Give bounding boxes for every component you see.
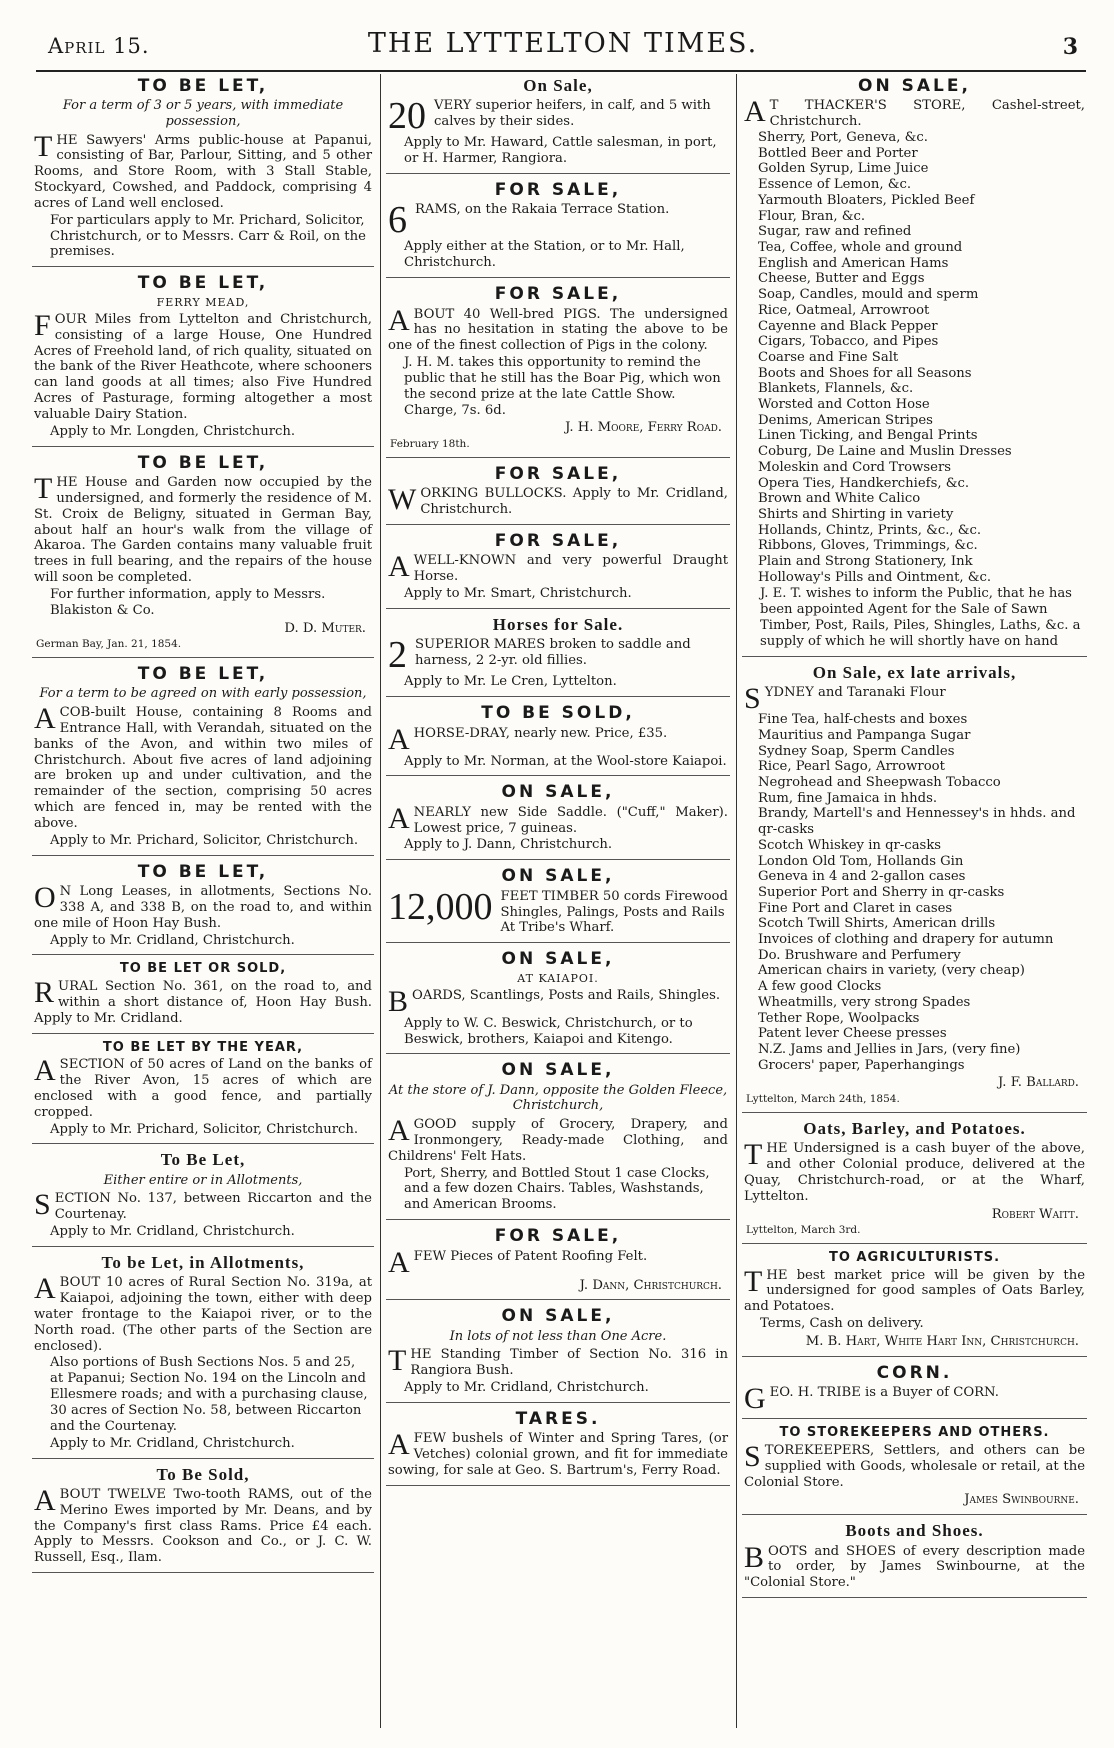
ad-body: ANEARLY new Side Saddle. ("Cuff," Maker). Lowest price, 7 guineas.: [388, 801, 728, 836]
ad-body: ABOUT 40 Well-bred PIGS. The undersigned has no hesitation in stating the above to be one of the finest collection of Pigs in the colony.: [388, 303, 728, 354]
ad-body: AFEW bushels of Winter and Spring Tares, (or Vetches) colonial grown, and fit for immediate sowing, for sale at Geo. S. Bartrum's, Ferry Road.: [388, 1428, 728, 1478]
ad-heading: ON SALE,: [858, 76, 971, 96]
list-item: Scotch Twill Shirts, American drills: [758, 916, 996, 932]
list-item: Bottled Beer and Porter: [758, 145, 918, 161]
ad-subheading: AT KAIAPOI.: [517, 971, 599, 985]
ad-heading: FOR SALE,: [494, 1226, 622, 1247]
advertisement: [32, 74, 374, 267]
ad-body: SYDNEY and Taranaki Flour: [744, 682, 946, 716]
advertisement: [742, 1519, 1087, 1598]
ad-body: AHORSE-DRAY, nearly new. Price, £35.: [388, 722, 668, 756]
list-item: Brown and White Calico: [758, 491, 921, 507]
ad-heading: Boots and Shoes.: [845, 1521, 984, 1541]
ad-heading: FOR SALE,: [494, 180, 622, 201]
ad-body-wrap: [388, 722, 728, 756]
ad-body-wrap: [388, 1344, 728, 1379]
ad-heading: ON SALE,: [501, 949, 615, 970]
ad-body-wrap: [388, 1245, 728, 1279]
advertisement: [386, 947, 730, 1054]
list-item: Shirts and Shirting in variety: [758, 506, 954, 522]
ad-signature: D. D. Muter.: [284, 620, 366, 636]
list-item: Negrohead and Sheepwash Tobacco: [758, 775, 1001, 791]
ad-body: THE Standing Timber of Section No. 316 in Rangiora Bush.: [388, 1344, 728, 1379]
masthead: [48, 28, 1078, 62]
ad-body: THE Undersigned is a cash buyer of the above, and other Colonial produce, delivered at the Quay, Christchurch-road, or at the Wharf, Lyttelton.: [744, 1138, 1085, 1204]
list-item: Scotch Whiskey in qr-casks: [758, 837, 942, 853]
list-item: Do. Brushware and Perfumery: [758, 947, 961, 963]
advertisement: [32, 1463, 374, 1574]
ad-contact: Apply to J. Dann, Christchurch.: [404, 837, 613, 853]
advertisement: [386, 1304, 730, 1403]
column-left: [32, 74, 374, 1728]
ad-heading: TO BE LET BY THE YEAR,: [102, 1039, 304, 1055]
ad-heading: To Be Sold,: [156, 1464, 250, 1484]
list-item: Rice, Oatmeal, Arrowroot: [758, 302, 930, 318]
list-item: Coburg, De Laine and Muslin Dresses: [758, 444, 1012, 460]
list-item: Wheatmills, very strong Spades: [758, 994, 971, 1010]
ad-body-wrap: [744, 682, 1085, 716]
ad-heading: TO BE LET OR SOLD,: [119, 961, 287, 977]
list-item: Plain and Strong Stationery, Ink: [758, 554, 973, 570]
list-item: Coarse and Fine Salt: [758, 349, 899, 365]
ad-body: AT THACKER'S STORE, Cashel-street, Christchurch.: [744, 95, 1085, 130]
advertisement: [386, 864, 730, 943]
list-item: Flour, Bran, &c.: [758, 208, 866, 224]
ad-body: THE best market price will be given by the undersigned for good samples of Oats Barley, and Potatoes.: [744, 1264, 1085, 1315]
ad-body-wrap: [744, 1382, 1085, 1416]
ad-heading: CORN.: [876, 1362, 953, 1383]
advertisement: [32, 451, 374, 658]
ad-contact: Apply to Mr. Cridland, Christchurch.: [50, 932, 295, 948]
list-item: Yarmouth Bloaters, Pickled Beef: [758, 192, 975, 208]
list-item: Soap, Candles, mould and sperm: [758, 287, 979, 303]
advertisement: [32, 271, 374, 446]
ad-body-wrap: [744, 1439, 1085, 1491]
ad-contact: Apply to Mr. Norman, at the Wool-store Kaiapoi.: [404, 753, 727, 769]
ad-body-wrap: [34, 129, 372, 212]
ad-big-number: 20: [388, 95, 426, 138]
ad-body-wrap: [388, 885, 728, 937]
advertisement: [32, 860, 374, 956]
ad-body-wrap: [34, 472, 372, 586]
ad-contact: Apply to Mr. Cridland, Christchurch.: [50, 1435, 295, 1451]
list-item: Golden Syrup, Lime Juice: [758, 161, 929, 177]
ad-contact: For particulars apply to Mr. Prichard, Solicitor, Christchurch, or to Messrs. Carr & Roil, on the premises.: [50, 212, 366, 260]
list-item: Fine Port and Claret in cases: [758, 900, 953, 916]
list-item: Grocers' paper, Paperhangings: [758, 1057, 965, 1073]
ad-body-wrap: [388, 483, 728, 518]
ad-heading: TO BE LET,: [137, 76, 269, 96]
advertisement: [386, 462, 730, 525]
column-divider: [380, 74, 381, 1728]
ad-body: FEET TIMBER 50 cords Firewood Shingles, Palings, Posts and Rails At Tribe's Wharf.: [500, 888, 728, 936]
ad-extra: Also portions of Bush Sections Nos. 5 and 25, at Papanui; Section No. 194 on the Lincoln and Ellesmere roads; and with a purchasing clause, 30 acres of Section No. 58, between Riccarton and the Courtenay.: [50, 1355, 368, 1434]
ad-body: ASECTION of 50 acres of Land on the banks of the River Avon, 15 acres of which are enclosed with a good fence, and partially cropped.: [34, 1054, 372, 1120]
ad-body: SUPERIOR MARES broken to saddle and harness, 2 2-yr. old fillies.: [415, 637, 691, 669]
ad-big-number: 6: [388, 199, 407, 242]
column-right: [742, 74, 1087, 1728]
ad-body: ABOUT 10 acres of Rural Section No. 319a, at Kaiapoi, adjoining the town, either with deep water frontage to the Kaiapoi river, or to the North road. (The other parts of the Section are enclosed).: [34, 1272, 372, 1354]
ad-contact: Apply either at the Station, or to Mr. Hall, Christchurch.: [404, 239, 685, 271]
list-item: Superior Port and Sherry in qr-casks: [758, 884, 1005, 900]
list-item: London Old Tom, Hollands Gin: [758, 853, 964, 869]
list-item: Tether Rope, Woolpacks: [758, 1010, 920, 1026]
list-item: Sugar, raw and refined: [758, 224, 912, 240]
list-item: Blankets, Flannels, &c.: [758, 381, 914, 397]
advertisement: [32, 1038, 374, 1145]
ad-heading: TO STOREKEEPERS AND OTHERS.: [779, 1425, 1050, 1441]
ad-body-wrap: [388, 801, 728, 837]
ad-extra: J. E. T. wishes to inform the Public, that he has been appointed Agent for the Sale of Sawn Timber, Post, Rails, Piles, Shingles, Laths, &c. a supply of which he will shortly have on hand: [760, 586, 1081, 649]
ad-body: BOOTS and SHOES of every description made to order, by James Swinbourne, at the "Colonial Store.": [744, 1540, 1085, 1591]
ad-heading: ON SALE,: [501, 782, 615, 803]
ad-body-wrap: [744, 95, 1085, 130]
ad-body: ON Long Leases, in allotments, Sections No. 338 A, and 338 B, on the road to, and within one mile of Hoon Hay Bush.: [34, 881, 372, 931]
ad-contact: Apply to W. C. Beswick, Christchurch, or to Beswick, brothers, Kaiapoi and Kitengo.: [404, 1015, 693, 1047]
ad-heading: ON SALE,: [501, 1060, 615, 1081]
ad-contact: Apply to Mr. Smart, Christchurch.: [404, 586, 632, 602]
ad-body: BOARDS, Scantlings, Posts and Rails, Shingles.: [388, 984, 721, 1018]
ad-heading: TO BE LET,: [137, 664, 269, 685]
list-item: Holloway's Pills and Ointment, &c.: [758, 569, 992, 585]
advertisement: [386, 1224, 730, 1300]
list-item: A few good Clocks: [758, 979, 882, 995]
ad-heading: TO BE LET,: [137, 452, 269, 473]
ad-contact: For further information, apply to Messrs. Blakiston & Co.: [50, 586, 326, 618]
list-item: Tea, Coffee, whole and ground: [758, 240, 963, 255]
advertisement: [386, 780, 730, 860]
ad-body: AFEW Pieces of Patent Roofing Felt.: [388, 1245, 648, 1279]
advertisement: [742, 1248, 1087, 1357]
ad-body: STOREKEEPERS, Settlers, and others can be supplied with Goods, wholesale or retail, at the Colonial Store.: [744, 1439, 1085, 1490]
ad-heading: TO BE LET,: [137, 273, 269, 294]
ad-body-wrap: [388, 303, 728, 355]
list-item: Moleskin and Cord Trowsers: [758, 459, 952, 475]
ad-body-wrap: [388, 95, 728, 138]
ad-body: GEO. H. TRIBE is a Buyer of CORN.: [744, 1382, 999, 1416]
ad-body-wrap: [34, 308, 372, 423]
list-item: Cigars, Tobacco, and Pipes: [758, 334, 939, 350]
ad-heading: FOR SALE,: [494, 463, 622, 484]
ad-big-number: 12,000: [388, 885, 493, 928]
list-item: Denims, American Stripes: [758, 412, 933, 428]
list-item: Sydney Soap, Sperm Candles: [758, 743, 955, 759]
advertisement: [386, 613, 730, 697]
ad-heading: FOR SALE,: [494, 530, 622, 551]
ad-signature: M. B. Hart, White Hart Inn, Christchurch.: [805, 1334, 1079, 1350]
ad-heading: ON SALE,: [501, 866, 615, 887]
list-item: Essence of Lemon, &c.: [758, 177, 912, 193]
ad-heading: TO BE SOLD,: [481, 703, 635, 724]
ad-body-wrap: [388, 634, 728, 677]
ad-signature: J. F. Ballard.: [998, 1075, 1079, 1091]
ad-body-wrap: [388, 1428, 728, 1479]
ad-body-wrap: [34, 976, 372, 1027]
ad-body: WORKING BULLOCKS. Apply to Mr. Cridland, Christchurch.: [388, 483, 728, 518]
ad-extra: J. H. M. takes this opportunity to remind the public that he still has the Boar Pig, which won the second prize at the late Cattle Show. Charge, 7s. 6d.: [404, 355, 721, 418]
advertisement: [32, 1148, 374, 1247]
ad-heading: Horses for Sale.: [492, 614, 624, 634]
ad-signature: Robert Waitt.: [991, 1206, 1079, 1222]
ad-big-number: 2: [388, 634, 407, 677]
ad-subheading: For a term to be agreed on with early possession,: [39, 686, 367, 702]
list-item: Ribbons, Gloves, Trimmings, &c.: [758, 538, 978, 554]
ad-body: RURAL Section No. 361, on the road to, and within a short distance of, Hoon Hay Bush. Apply to Mr. Cridland.: [34, 976, 372, 1026]
column-middle: [386, 74, 730, 1728]
ad-date: German Bay, Jan. 21, 1854.: [36, 638, 182, 651]
list-item: Rum, fine Jamaica in hhds.: [758, 790, 938, 806]
list-item: Cayenne and Black Pepper: [758, 318, 938, 334]
advertisement: [32, 1251, 374, 1459]
list-item: Linen Ticking, and Bengal Prints: [758, 428, 978, 444]
ad-body-wrap: [388, 984, 728, 1018]
ad-body-wrap: [388, 550, 728, 585]
ad-contact: Apply to Mr. Cridland, Christchurch.: [50, 1224, 295, 1240]
ad-contact: Apply to Mr. Cridland, Christchurch.: [404, 1380, 649, 1396]
ad-heading: FOR SALE,: [494, 284, 622, 305]
ad-extra: Port, Sherry, and Bottled Stout 1 case Clocks, and a few dozen Chairs. Tables, Washstands, and American Brooms.: [404, 1165, 710, 1213]
ad-contact: Apply to Mr. Longden, Christchurch.: [50, 423, 296, 439]
list-item: Opera Ties, Handkerchiefs, &c.: [758, 475, 970, 491]
ad-body: AWELL-KNOWN and very powerful Draught Horse.: [388, 550, 728, 585]
ad-body-wrap: [34, 1272, 372, 1354]
advertisement: [386, 701, 730, 776]
ad-heading: TO BE LET,: [137, 861, 269, 882]
ad-body-wrap: [34, 1483, 372, 1566]
ad-body: VERY superior heifers, in calf, and 5 with calves by their sides.: [434, 98, 711, 130]
list-item: Patent lever Cheese presses: [758, 1026, 947, 1042]
ad-subheading: At the store of J. Dann, opposite the Golden Fleece, Christchurch,: [388, 1082, 728, 1114]
newspaper-title: THE LYTTELTON TIMES.: [367, 28, 759, 59]
ad-contact: Apply to Mr. Prichard, Solicitor, Christchurch.: [50, 832, 359, 848]
ad-body-wrap: [34, 1054, 372, 1120]
ad-heading: To Be Let,: [160, 1150, 246, 1170]
issue-date: April 15.: [48, 34, 150, 58]
list-item: Invoices of clothing and drapery for autumn: [758, 932, 1054, 948]
ad-heading: On Sale,: [523, 76, 593, 95]
list-item: Boots and Shoes for all Seasons: [758, 365, 972, 381]
ad-body: ABOUT TWELVE Two-tooth RAMS, out of the Merino Ewes imported by Mr. Deans, and by the Company's first class Rams. Price £4 each. Apply to Messrs. Cookson and Co., or J. C. W. Russell, Esq., Ilam.: [34, 1483, 372, 1566]
list-item: Worsted and Cotton Hose: [758, 397, 930, 413]
list-item: N.Z. Jams and Jellies in Jars, (very fine): [758, 1042, 1021, 1057]
ad-heading: TARES.: [515, 1408, 601, 1429]
list-item: Rice, Pearl Sago, Arrowroot: [758, 759, 945, 775]
advertisement: [386, 178, 730, 278]
ad-body: SECTION No. 137, between Riccarton and the Courtenay.: [34, 1188, 372, 1223]
ad-signature: J. Dann, Christchurch.: [579, 1277, 722, 1293]
advertisement: [386, 282, 730, 458]
list-item: Brandy, Martell's and Hennessey's in hhds. and qr-casks: [758, 806, 1076, 838]
ad-body: THE Sawyers' Arms public-house at Papanui, consisting of Bar, Parlour, Sitting, and 5 other Rooms, and Store Room, with 3 Stall Stable, Stockyard, Cowshed, and Paddock, comprising 4 acres of Land well enclosed.: [34, 129, 372, 211]
ad-subheading: For a term of 3 or 5 years, with immediate possession,: [62, 98, 344, 129]
advertisement: [386, 1058, 730, 1220]
ad-subheading: FERRY MEAD,: [156, 295, 250, 309]
advertisement: [742, 1361, 1087, 1419]
ad-body: ACOB-built House, containing 8 Rooms and Entrance Hall, with Verandah, situated on the banks of the Avon, and within two miles of Christchurch. About five acres of land adjoining are broken up and under cultivation, and the remainder of the section, comprising 50 acres which are fenced in, may be rented with the above.: [34, 702, 372, 831]
ad-heading: To be Let, in Allotments,: [101, 1252, 305, 1272]
advertisement: [386, 1407, 730, 1486]
advertisement: [386, 74, 730, 174]
ad-heading: TO AGRICULTURISTS.: [828, 1250, 1001, 1266]
advertisement: [32, 959, 374, 1033]
ad-date: Lyttelton, March 24th, 1854.: [746, 1093, 900, 1106]
advertisement: [742, 1423, 1087, 1515]
advertisement: [742, 74, 1087, 657]
ad-body: FOUR Miles from Lyttelton and Christchurch, consisting of a large House, One Hundred Acres of Freehold land, of rich quality, situated on the bank of the River Heathcote, where schooners can land goods at all times; also Five Hundred Acres of Pasturage, forming altogether a most valuable Dairy Station.: [34, 308, 372, 422]
advertisement: [742, 1117, 1087, 1244]
ad-body-wrap: [388, 1114, 728, 1165]
ad-body-wrap: [34, 702, 372, 832]
list-item: Cheese, Butter and Eggs: [758, 271, 925, 287]
list-item: Geneva in 4 and 2-gallon cases: [758, 869, 966, 885]
ad-date: February 18th.: [390, 438, 470, 451]
ad-body: AGOOD supply of Grocery, Drapery, and Ironmongery, Ready-made Clothing, and Childrens' Felt Hats.: [388, 1114, 728, 1164]
ad-contact: Apply to Mr. Le Cren, Lyttelton.: [404, 674, 617, 690]
ad-subheading: Either entire or in Allotments,: [103, 1172, 303, 1188]
list-item: Fine Tea, half-chests and boxes: [758, 712, 968, 728]
ad-subheading: In lots of not less than One Acre.: [449, 1328, 667, 1344]
list-item: Mauritius and Pampanga Sugar: [758, 727, 971, 743]
ad-heading: Oats, Barley, and Potatoes.: [803, 1118, 1026, 1138]
advertisement: [32, 662, 374, 856]
advertisement: [386, 529, 730, 609]
masthead-rule: [36, 70, 1086, 72]
list-item: English and American Hams: [758, 255, 949, 271]
ad-extra: Terms, Cash on delivery.: [760, 1316, 924, 1332]
advertisement: [742, 661, 1087, 1113]
ad-contact: Apply to Mr. Prichard, Solicitor, Christchurch.: [50, 1121, 359, 1137]
ad-contact: Apply to Mr. Haward, Cattle salesman, in port, or H. Harmer, Rangiora.: [404, 135, 717, 167]
ad-date: Lyttelton, March 3rd.: [746, 1224, 861, 1237]
ad-heading: ON SALE,: [501, 1306, 615, 1327]
ad-body: THE House and Garden now occupied by the undersigned, and formerly the residence of M. St. Croix de Beligny, situated in German Bay, about half an hour's walk from the village of Akaroa. The Garden contains many valuable fruit trees in full bearing, and the repairs of the house will soon be completed.: [34, 472, 372, 586]
ad-body-wrap: [744, 1264, 1085, 1316]
list-item: American chairs in variety, (very cheap): [758, 963, 1025, 979]
ad-signature: James Swinbourne.: [964, 1492, 1079, 1508]
ad-body-wrap: [34, 1188, 372, 1223]
column-divider: [736, 74, 737, 1728]
ad-body-wrap: [34, 881, 372, 932]
ad-body-wrap: [744, 1138, 1085, 1204]
ad-item-list: [758, 712, 1085, 1073]
page-number: 3: [1062, 34, 1078, 60]
list-item: Hollands, Chintz, Prints, &c., &c.: [758, 522, 982, 538]
ad-heading: On Sale, ex late arrivals,: [812, 662, 1017, 682]
ad-item-list: [758, 130, 1085, 585]
ad-signature: J. H. Moore, Ferry Road.: [565, 420, 722, 436]
ad-body-wrap: [388, 199, 728, 242]
ad-body-wrap: [744, 1540, 1085, 1592]
list-item: Sherry, Port, Geneva, &c.: [758, 130, 928, 146]
ad-body: RAMS, on the Rakaia Terrace Station.: [415, 202, 670, 218]
